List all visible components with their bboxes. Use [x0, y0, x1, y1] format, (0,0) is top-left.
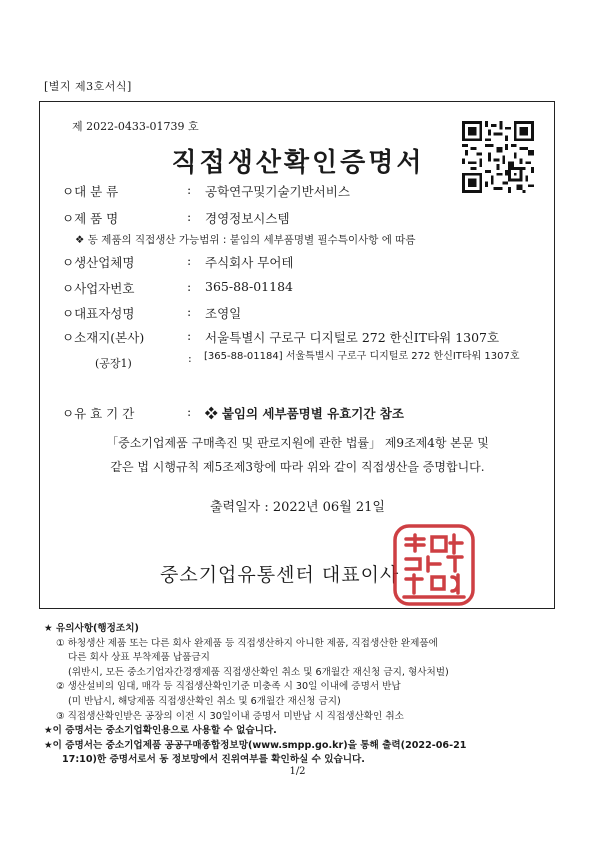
official-seal-icon: [392, 523, 476, 607]
business-no-label: ㅇ사업자번호: [62, 281, 135, 296]
validity-label: ㅇ유 효 기 간: [62, 406, 135, 421]
factory-label: (공장1): [95, 357, 132, 370]
note-item: (미 반납시, 해당제품 직접생산확인 취소 및 6개월간 재신청 금지): [68, 695, 341, 707]
issuer-name: 중소기업유통센터 대표이사: [160, 564, 400, 586]
note-item: 다른 회사 상표 부착제품 납품금지: [68, 652, 210, 664]
validity-value: ❖ 붙임의 세부품명별 유효기간 참조: [205, 406, 404, 421]
business-no-value: 365-88-01184: [205, 279, 293, 294]
production-scope-note: ❖ 동 제품의 직접생산 가능범위 : 붙임의 세부품명별 필수특이사항 에 따름: [75, 234, 416, 246]
form-number: [별지 제3호서식]: [44, 80, 132, 93]
note-item: ① 하청생산 제품 또는 다른 회사 완제품 등 직접생산하지 아니한 제품, 직접생산한 완제품에: [56, 637, 438, 649]
statement-line-1: 「중소기업제품 구매촉진 및 판로지원에 관한 법률」 제9조제4항 본문 및: [106, 436, 489, 450]
colon: :: [187, 304, 192, 319]
colon: :: [187, 182, 192, 197]
note-item: (위반시, 모든 중소기업자간경쟁제품 직접생산확인 취소 및 6개월간 재신청 금지, 형사처벌): [68, 666, 449, 678]
notes-section: [44, 622, 564, 768]
colon: :: [188, 352, 192, 365]
category-value: 공학연구및기술기반서비스: [205, 184, 350, 199]
certificate-number: 제 2022-0433-01739 호: [72, 120, 199, 133]
address-label: ㅇ소재지(본사): [62, 330, 145, 345]
product-label: ㅇ제 품 명: [62, 211, 119, 226]
address-value: 서울특별시 구로구 디지털로 272 한신IT타워 1307호: [205, 330, 500, 345]
statement-line-2: 같은 법 시행규칙 제5조제3항에 따라 위와 같이 직접생산을 증명합니다.: [110, 460, 485, 474]
qr-code-icon: [462, 121, 534, 193]
colon: :: [187, 328, 192, 343]
ceo-value: 조영일: [205, 306, 242, 321]
company-label: ㅇ생산업체명: [62, 255, 135, 270]
notes-heading: ★ 유의사항(행정조치): [44, 623, 139, 634]
product-value: 경영정보시스템: [205, 211, 290, 226]
colon: :: [187, 404, 192, 419]
colon: :: [187, 279, 192, 294]
colon: :: [187, 253, 192, 268]
document-title: 직접생산확인증명서: [171, 148, 425, 178]
ceo-label: ㅇ대표자성명: [62, 306, 135, 321]
page-number: 1/2: [289, 766, 306, 777]
note-item: ② 생산설비의 임대, 매각 등 직접생산확인기준 미충족 시 30일 이내에 증명서 반납: [56, 681, 401, 693]
note-item: ★이 증명서는 중소기업제품 공공구매종합정보망(www.smpp.go.kr)을 통해 출력(2022-06-21: [44, 739, 467, 751]
note-item: ★이 증명서는 중소기업확인용으로 사용할 수 없습니다.: [44, 725, 277, 737]
colon: :: [187, 209, 192, 224]
note-item: ③ 직접생산확인받은 공장의 이전 시 30일이내 증명서 미반납 시 직접생산확인 취소: [56, 710, 404, 722]
issue-date: 출력일자 : 2022년 06월 21일: [210, 500, 385, 515]
category-label: ㅇ대 분 류: [62, 184, 119, 199]
note-item: 17:10)한 증명서로서 동 정보망에서 진위여부를 확인하실 수 있습니다.: [62, 754, 365, 766]
factory-value: [365-88-01184] 서울특별시 구로구 디지털로 272 한신IT타워 1307호: [204, 351, 520, 362]
company-value: 주식회사 무어테: [205, 255, 294, 270]
